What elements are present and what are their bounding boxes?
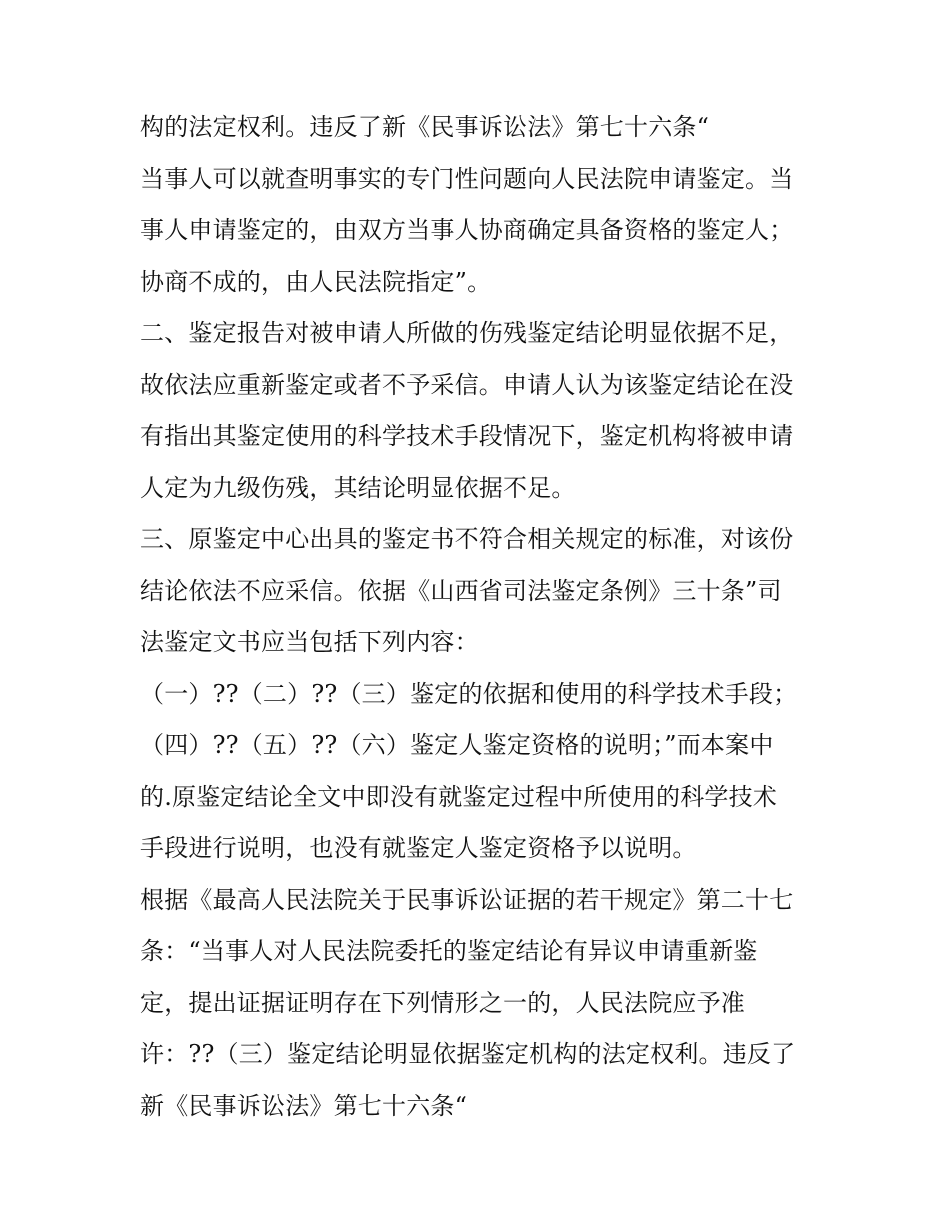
text-line: （四）??（五）??（六）鉴定人鉴定资格的说明；”而本案中 — [140, 731, 774, 759]
text-line: 许：??（三）鉴定结论明显依据鉴定机构的法定权利。违反了 — [140, 1040, 796, 1068]
text-line: 故依法应重新鉴定或者不予采信。申请人认为该鉴定结论在没 — [140, 370, 794, 399]
document-body — [140, 108, 840, 1138]
text-line: 三、原鉴定中心出具的鉴定书不符合相关规定的标准，对该份 — [140, 525, 794, 553]
text-line: 条：“当事人对人民法院委托的鉴定结论有异议申请重新鉴 — [140, 937, 758, 965]
text-line: 结论依法不应采信。依据《山西省司法鉴定条例》三十条”司 — [140, 576, 782, 605]
text-line: 构的法定权利。违反了新《民事诉讼法》第七十六条“ — [140, 113, 710, 141]
text-line: 人定为九级伤残，其结论明显依据不足。 — [140, 473, 576, 502]
text-line: 协商不成的，由人民法院指定”。 — [140, 267, 492, 296]
text-line: 事人申请鉴定的，由双方当事人协商确定具备资格的鉴定人； — [140, 216, 794, 244]
text-line: 根据《最高人民法院关于民事诉讼证据的若干规定》第二十七 — [140, 885, 794, 914]
text-line: 有指出其鉴定使用的科学技术手段情况下，鉴定机构将被申请 — [140, 422, 794, 450]
text-line: （一）??（二）??（三）鉴定的依据和使用的科学技术手段； — [140, 679, 798, 708]
text-line: 手段进行说明，也没有就鉴定人鉴定资格予以说明。 — [140, 834, 697, 862]
text-line: 当事人可以就查明事实的专门性问题向人民法院申请鉴定。当 — [140, 164, 794, 193]
text-line: 二、鉴定报告对被申请人所做的伤残鉴定结论明显依据不足， — [140, 319, 794, 347]
text-line: 的.原鉴定结论全文中即没有就鉴定过程中所使用的科学技术 — [140, 782, 778, 811]
text-line: 法鉴定文书应当包括下列内容： — [140, 628, 479, 656]
text-line: 定，提出证据证明存在下列情形之一的，人民法院应予准 — [140, 988, 745, 1017]
text-line: 新《民事诉讼法》第七十六条“ — [140, 1091, 468, 1120]
